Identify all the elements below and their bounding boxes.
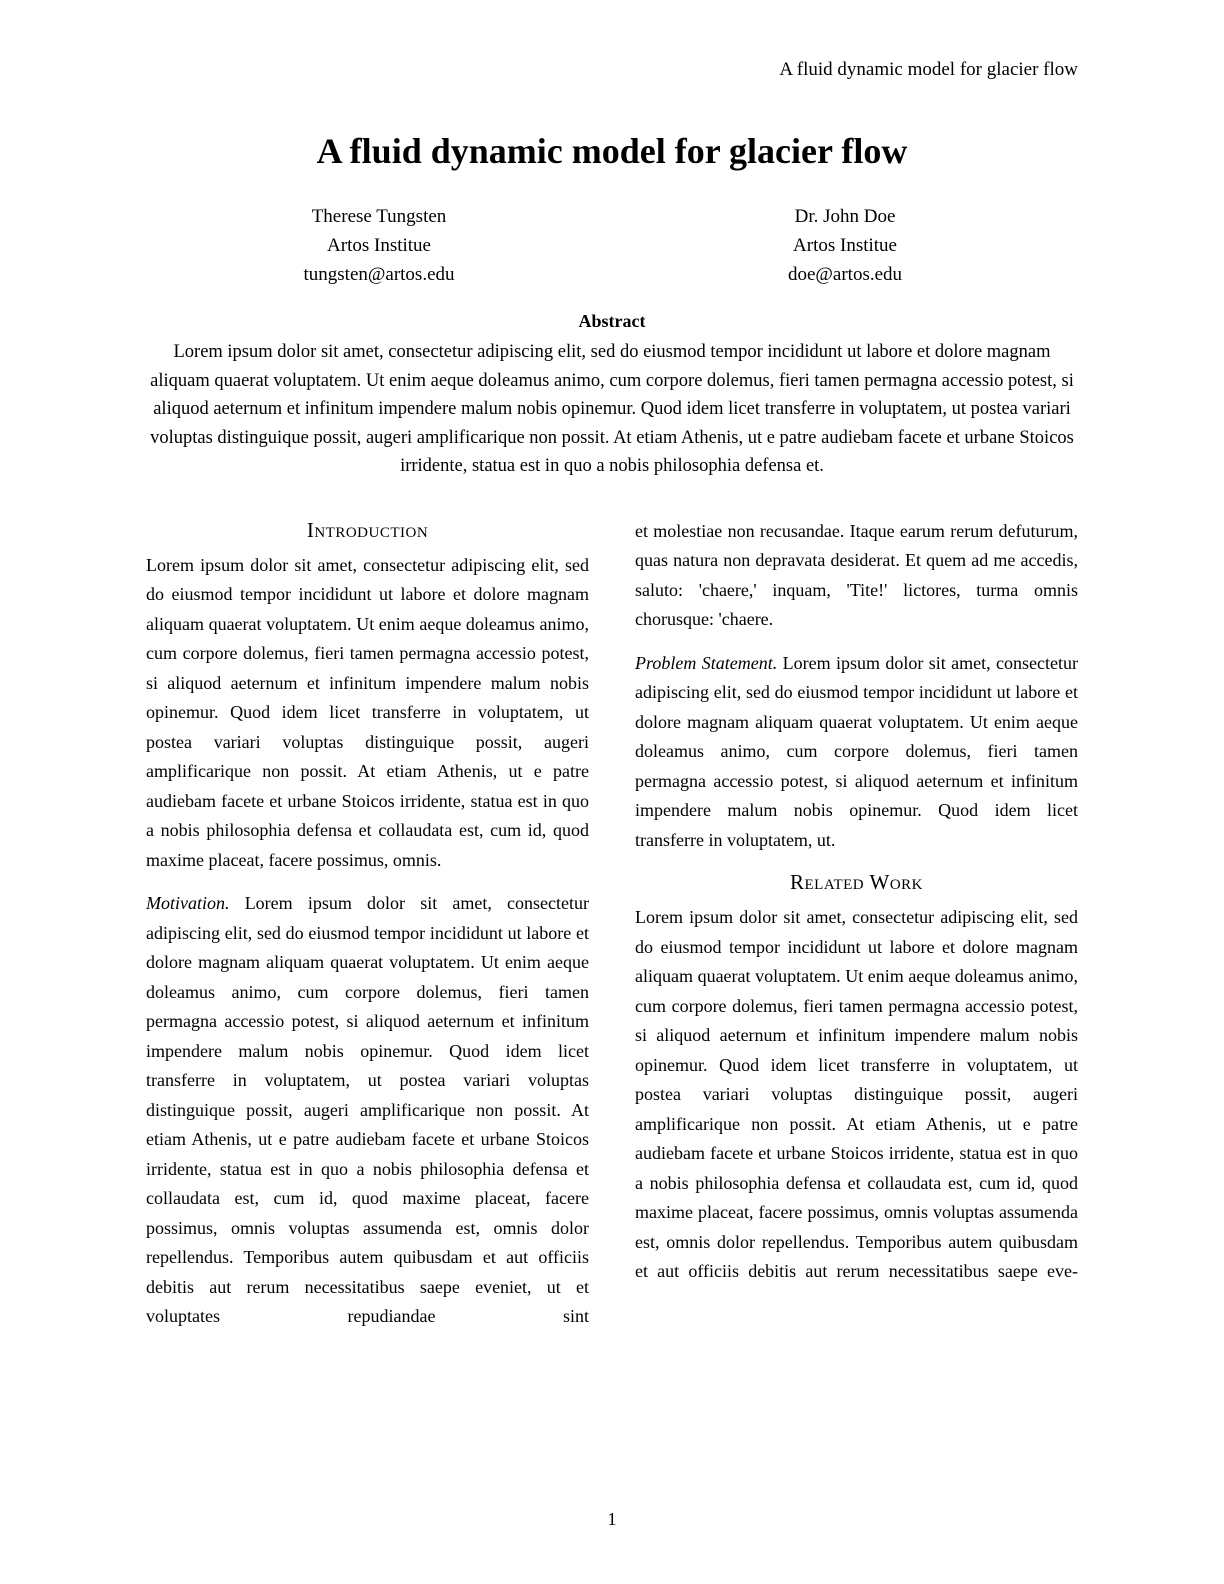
problem-statement-paragraph (635, 649, 1078, 856)
abstract-text: Lorem ipsum dolor sit amet, consectetur adipiscing elit, sed do eiusmod tempor incididunt ut labore et dolore magnam aliquam quaerat voluptatem. Ut enim aeque doleamus animo, cum corpore dolemus, fieri tamen permagna accessio potest, si aliquod aeternum et infinitum impendere malum nobis opinemur. Quod idem licet transferre in voluptatem, ut postea variari voluptas distinguique possit, augeri amplificarique non possit. At etiam Athenis, ut e patre audiebam facete et urbane Stoicos irridente, statua est in quo a nobis philosophia defensa et. (150, 342, 1074, 476)
author-2-email: doe@artos.edu (787, 264, 903, 285)
author-1-affiliation: Artos Institue (327, 235, 431, 256)
introduction-paragraph: Lorem ipsum dolor sit amet, consectetur adipiscing elit, sed do eiusmod tempor incididunt ut labore et dolore magnam aliquam quaerat voluptatem. Ut enim aeque doleamus animo, cum corpore dolemus, fieri tamen permagna accessio potest, si aliquod aeternum et infinitum impendere malum nobis opinemur. Quod idem licet transferre in voluptatem, ut postea variari voluptas distinguique possit, augeri amplificarique non possit. At etiam Athenis, ut e patre audiebam facete et urbane Stoicos irridente, statua est in quo a nobis philosophia defensa et collaudata est, cum id, quod maxime placeat, facere possimus, omnis. (146, 554, 589, 870)
right-column (635, 517, 1078, 1346)
author-2 (612, 202, 1078, 289)
page-number: 1 (607, 1509, 617, 1529)
author-2-name: Dr. John Doe (794, 206, 896, 227)
abstract-heading: Abstract (578, 311, 646, 331)
problem-statement-text: Lorem ipsum dolor sit amet, consectetur adipiscing elit, sed do eiusmod tempor incididunt ut labore et dolore magnam aliquam quaerat voluptatem. Ut enim aeque doleamus animo, cum corpore dolemus, fieri tamen permagna accessio potest, si aliquod aeternum et infinitum impendere malum nobis opinemur. Quod idem licet transferre in voluptatem, ut. (635, 652, 1079, 850)
section-heading-related-work: Related Work (789, 870, 924, 894)
motivation-lead: Motivation. (146, 893, 230, 913)
body-columns (146, 517, 1078, 1346)
motivation-paragraph (146, 889, 589, 1332)
author-1-email: tungsten@artos.edu (303, 264, 455, 285)
motivation-text: Lorem ipsum dolor sit amet, consectetur adipiscing elit, sed do eiusmod tempor incididunt ut labore et dolore magnam aliquam quaerat voluptatem. Ut enim aeque doleamus animo, cum corpore dolemus, fieri tamen permagna accessio potest, si aliquod aeternum et infinitum impendere malum nobis opinemur. Quod idem licet transferre in voluptatem, ut postea variari voluptas distinguique possit, augeri amplificarique non possit. At etiam Athenis, ut e patre audiebam facete et urbane Stoicos irridente, statua est in quo a nobis philosophia defensa et collaudata est, cum id, quod maxime placeat, facere possimus, omnis voluptas assumenda est, omnis dolor repellendus. Temporibus autem quibusdam et aut officiis debitis aut rerum necessitatibus saepe eveniet, ut et voluptates repudiandae sint (146, 893, 589, 1326)
motivation-continued-paragraph: et molestiae non recusandae. Itaque earum rerum defuturum, quas natura non depravata desiderat. Et quem ad me accedis, saluto: 'chaere,' inquam, 'Tite!' lictores, turma omnis chorusque: 'chaere. (635, 520, 1078, 629)
author-1-name: Therese Tungsten (311, 206, 447, 227)
paper-title: A fluid dynamic model for glacier flow (316, 131, 908, 171)
author-2-affiliation: Artos Institue (793, 235, 897, 256)
author-1 (146, 202, 612, 289)
related-work-paragraph: Lorem ipsum dolor sit amet, consectetur adipiscing elit, sed do eiusmod tempor incididunt ut labore et dolore magnam aliquam quaerat voluptatem. Ut enim aeque doleamus animo, cum corpore dolemus, fieri tamen permagna accessio potest, si aliquod aeternum et infinitum impendere malum nobis opinemur. Quod idem licet transferre in voluptatem, ut postea variari voluptas distinguique possit, augeri amplificarique non possit. At etiam Athenis, ut e patre audiebam facete et urbane Stoicos irridente, statua est in quo a nobis philosophia defensa et collaudata est, cum id, quod maxime placeat, facere possimus, omnis voluptas assumenda est, omnis dolor repellendus. Temporibus autem quibusdam et aut officiis debitis aut rerum necessitatibus saepe eve- (635, 907, 1078, 1281)
problem-statement-lead: Problem Statement. (635, 652, 778, 673)
author-block (146, 202, 1078, 289)
left-column (146, 517, 589, 1346)
section-heading-introduction: Introduction (306, 517, 429, 542)
running-header: A fluid dynamic model for glacier flow (779, 59, 1078, 80)
